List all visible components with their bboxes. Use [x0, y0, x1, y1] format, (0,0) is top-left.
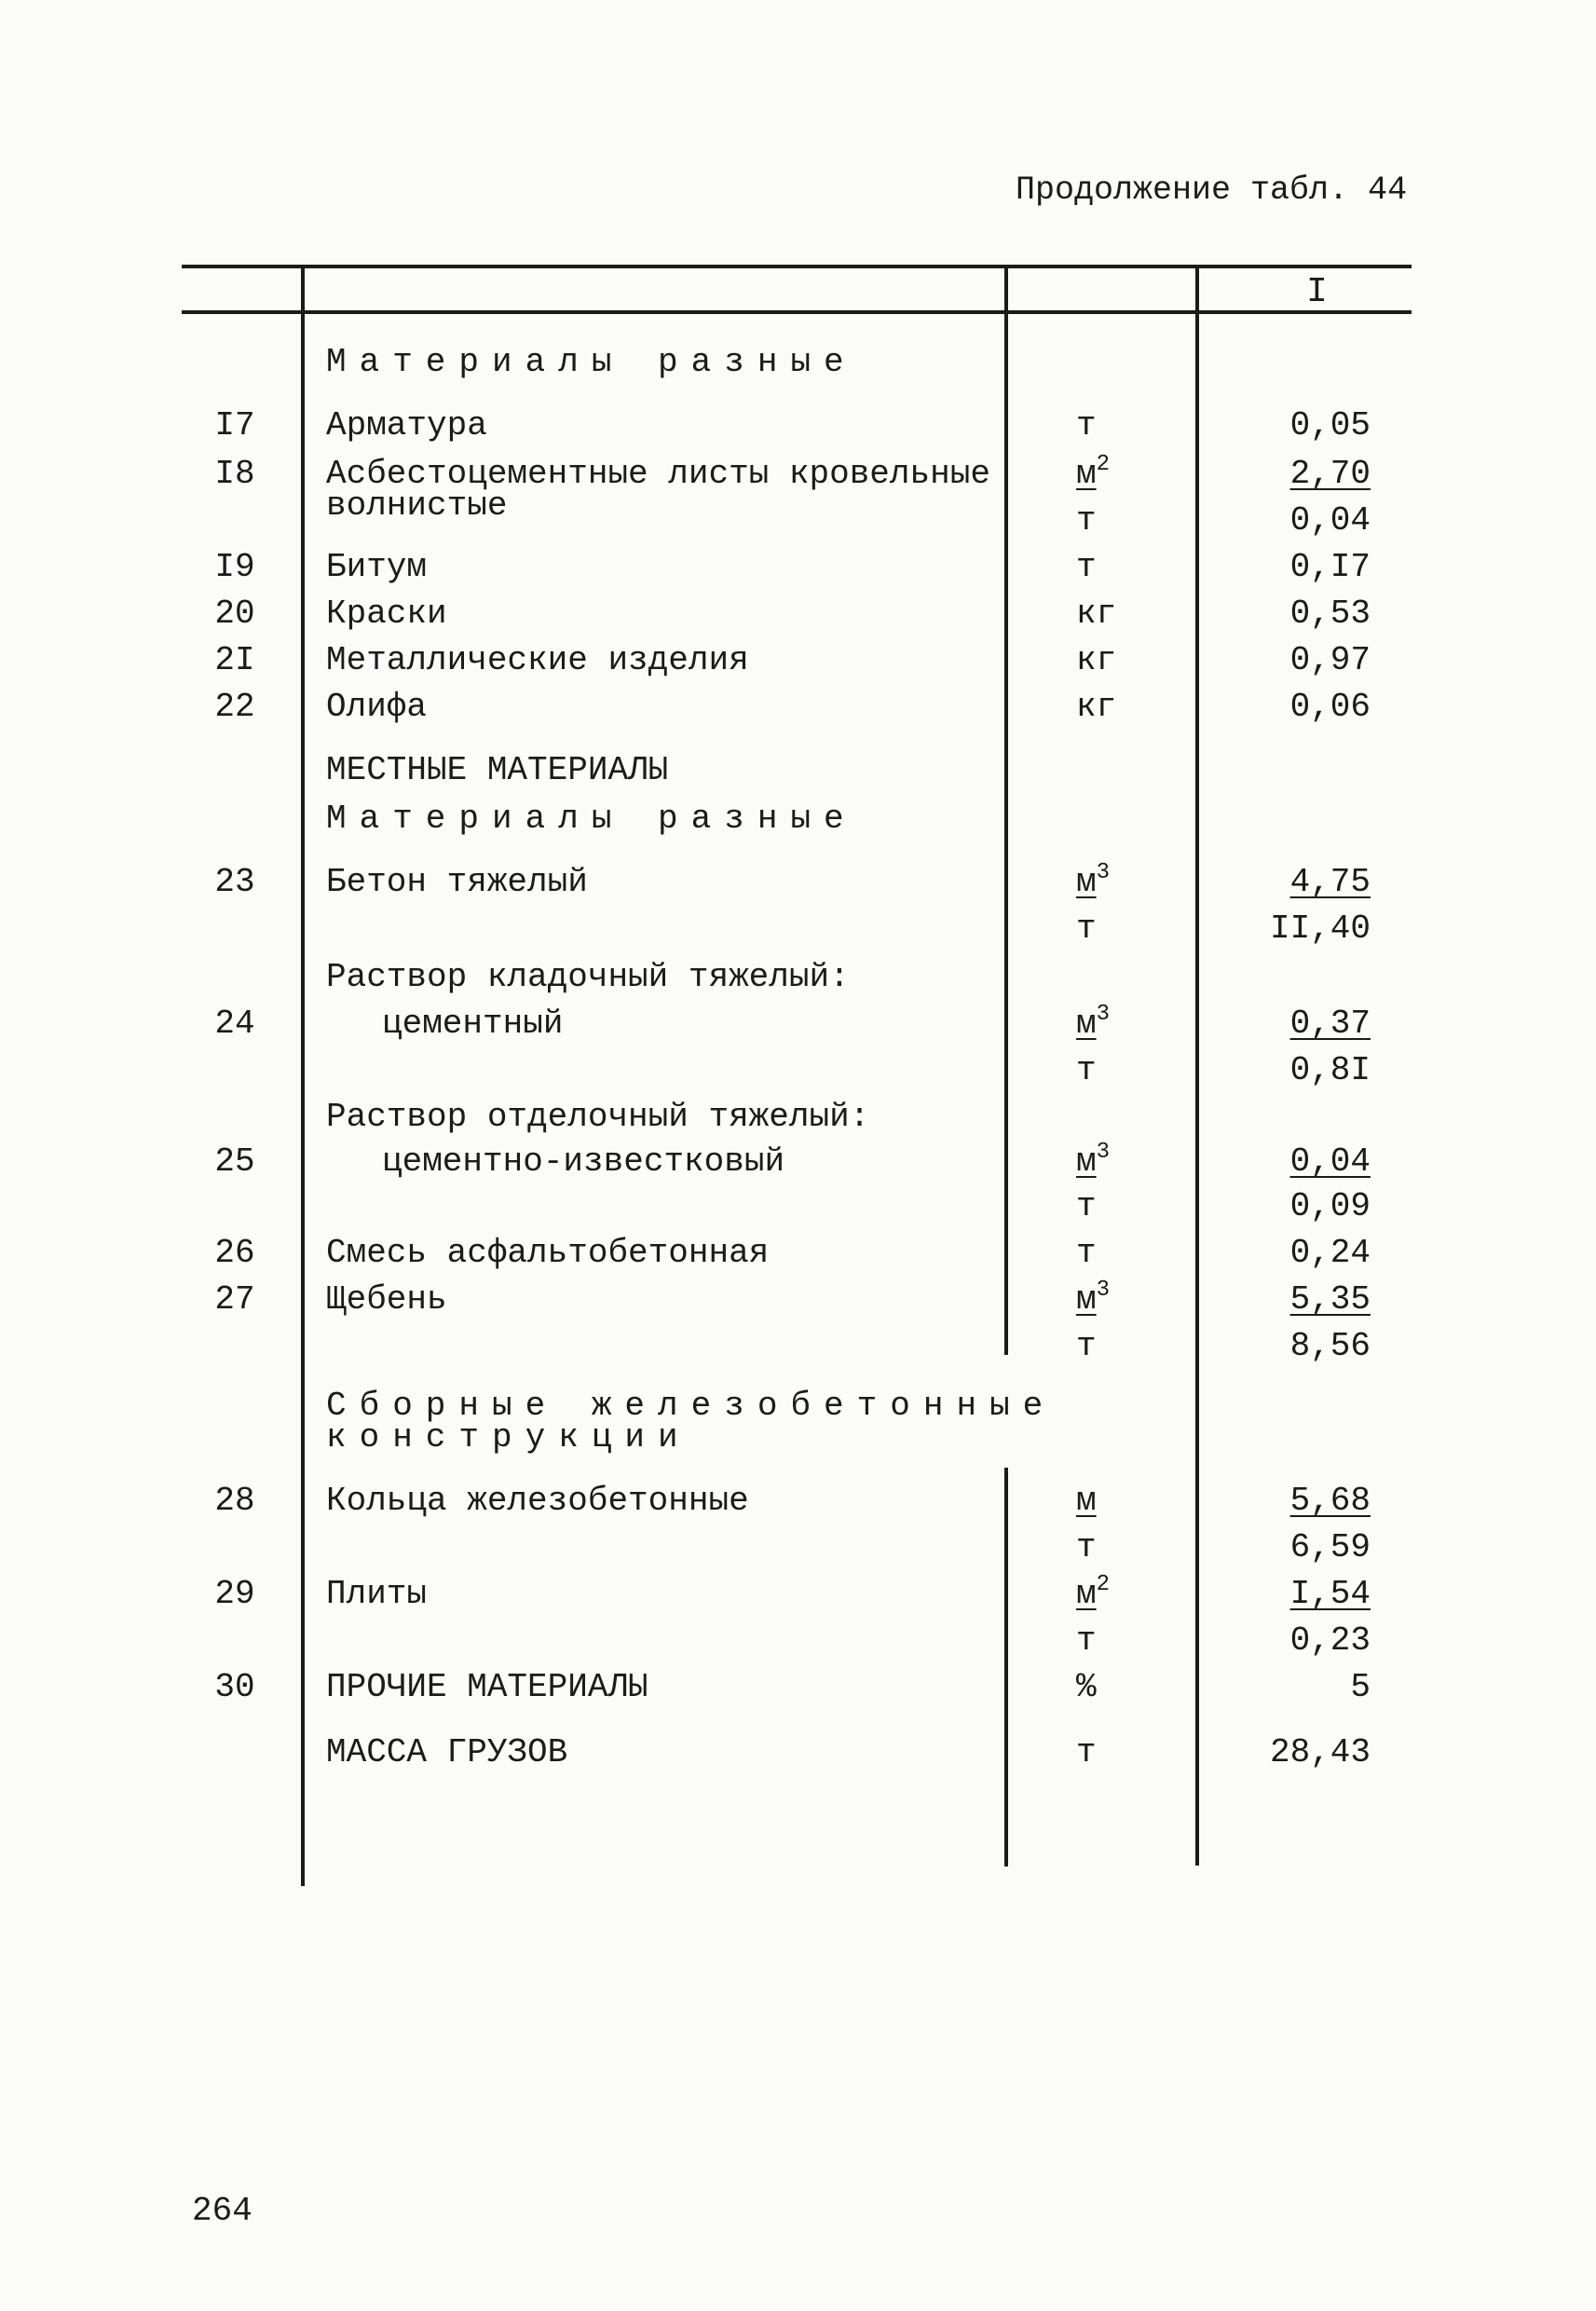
row-name: цементный — [382, 1005, 564, 1043]
row-value: 0,05 — [1289, 406, 1371, 444]
row-value: 5,35 — [1289, 1280, 1371, 1319]
row-value: 0,09 — [1289, 1187, 1371, 1225]
row-name: Щебень — [326, 1280, 447, 1319]
row-name: Асбестоцементные листы кровельные — [326, 455, 990, 493]
column-divider-unit-upper — [1004, 265, 1008, 1355]
row-name: Смесь асфальтобетонная — [326, 1234, 770, 1272]
column-divider-unit-lower — [1004, 1468, 1008, 1867]
table-header-rule — [182, 310, 1412, 314]
row-name: Кольца железобетонные — [326, 1482, 749, 1520]
row-value: 0,37 — [1289, 1005, 1371, 1043]
row-number: 26 — [214, 1234, 255, 1272]
row-value: 0,06 — [1289, 688, 1371, 726]
row-number: 23 — [214, 863, 255, 901]
row-unit: т — [1076, 1327, 1097, 1365]
row-unit: т — [1076, 1051, 1097, 1089]
row-unit: кг — [1076, 595, 1117, 633]
row-value: II,40 — [1269, 909, 1371, 948]
row-unit: т — [1076, 548, 1097, 586]
row-name: Бетон тяжелый — [326, 863, 588, 901]
row-value: 0,53 — [1289, 595, 1371, 633]
row-value: 4,75 — [1289, 863, 1371, 901]
group-heading: Раствор отделочный тяжелый: — [326, 1098, 870, 1136]
row-name-continuation: волнистые — [326, 486, 508, 525]
section-heading: МЕСТНЫЕ МАТЕРИАЛЫ — [326, 751, 669, 789]
row-value: 6,59 — [1289, 1528, 1371, 1566]
row-value: 0,04 — [1289, 501, 1371, 540]
row-number: I8 — [214, 455, 255, 493]
row-unit: т — [1076, 1234, 1097, 1272]
row-unit: $м^3$ — [1076, 1002, 1111, 1043]
row-unit: % — [1076, 1668, 1097, 1706]
row-name: Арматура — [326, 406, 487, 444]
table-top-rule — [182, 265, 1412, 268]
row-value: 0,I7 — [1289, 548, 1371, 586]
row-value: 2,70 — [1289, 455, 1371, 493]
row-unit: т — [1076, 1733, 1097, 1771]
row-number: 24 — [214, 1005, 255, 1043]
row-unit: т — [1076, 1528, 1097, 1566]
row-unit: т — [1076, 501, 1097, 540]
row-unit: т — [1076, 1621, 1097, 1660]
row-unit: кг — [1076, 641, 1117, 679]
row-unit: $м^3$ — [1076, 860, 1111, 901]
row-number: I7 — [214, 406, 255, 444]
row-unit: $м^3$ — [1076, 1278, 1111, 1319]
row-unit: т — [1076, 406, 1097, 444]
row-name: ПРОЧИЕ МАТЕРИАЛЫ — [326, 1668, 648, 1706]
row-value: 5 — [1350, 1668, 1371, 1706]
row-unit: т — [1076, 909, 1097, 948]
row-number: 22 — [214, 688, 255, 726]
row-unit: т — [1076, 1187, 1097, 1225]
row-name: Металлические изделия — [326, 641, 749, 679]
section-heading: Сборные железобетонные — [326, 1387, 1057, 1425]
row-value: 0,04 — [1289, 1142, 1371, 1181]
row-name: цементно-известковый — [382, 1142, 785, 1181]
row-value: 8,56 — [1289, 1327, 1371, 1365]
row-name: Битум — [326, 548, 428, 586]
column-header: I — [1306, 272, 1328, 312]
table-continuation-caption: Продолжение табл. 44 — [1016, 171, 1408, 209]
column-divider-value — [1195, 265, 1199, 1866]
row-number: 27 — [214, 1280, 255, 1319]
column-divider-name — [301, 265, 305, 1886]
page-number: 264 — [192, 2192, 252, 2230]
row-value: 5,68 — [1289, 1482, 1371, 1520]
row-unit: $м^3$ — [1076, 1140, 1111, 1181]
row-number: I9 — [214, 548, 255, 586]
row-name: Плиты — [326, 1575, 428, 1613]
row-value: I,54 — [1289, 1575, 1371, 1613]
row-number: 25 — [214, 1142, 255, 1181]
row-name: Олифа — [326, 688, 428, 726]
row-value: 0,97 — [1289, 641, 1371, 679]
total-mass-label: МАССА ГРУЗОВ — [326, 1733, 568, 1771]
row-unit: кг — [1076, 688, 1117, 726]
total-mass-value: 28,43 — [1269, 1733, 1371, 1771]
row-value: 0,8I — [1289, 1051, 1371, 1089]
row-number: 30 — [214, 1668, 255, 1706]
row-value: 0,23 — [1289, 1621, 1371, 1660]
group-heading: Раствор кладочный тяжелый: — [326, 958, 850, 996]
section-heading: Материалы разные — [326, 343, 857, 381]
section-heading: Материалы разные — [326, 800, 857, 838]
row-value: 0,24 — [1289, 1234, 1371, 1272]
row-number: 20 — [214, 595, 255, 633]
row-number: 2I — [214, 641, 255, 679]
row-unit: м — [1076, 1482, 1097, 1520]
row-number: 28 — [214, 1482, 255, 1520]
row-unit: $м^2$ — [1076, 1572, 1111, 1613]
row-number: 29 — [214, 1575, 255, 1613]
section-heading-continuation: конструкции — [326, 1418, 691, 1456]
row-unit: $м^2$ — [1076, 452, 1111, 493]
row-name: Краски — [326, 595, 447, 633]
